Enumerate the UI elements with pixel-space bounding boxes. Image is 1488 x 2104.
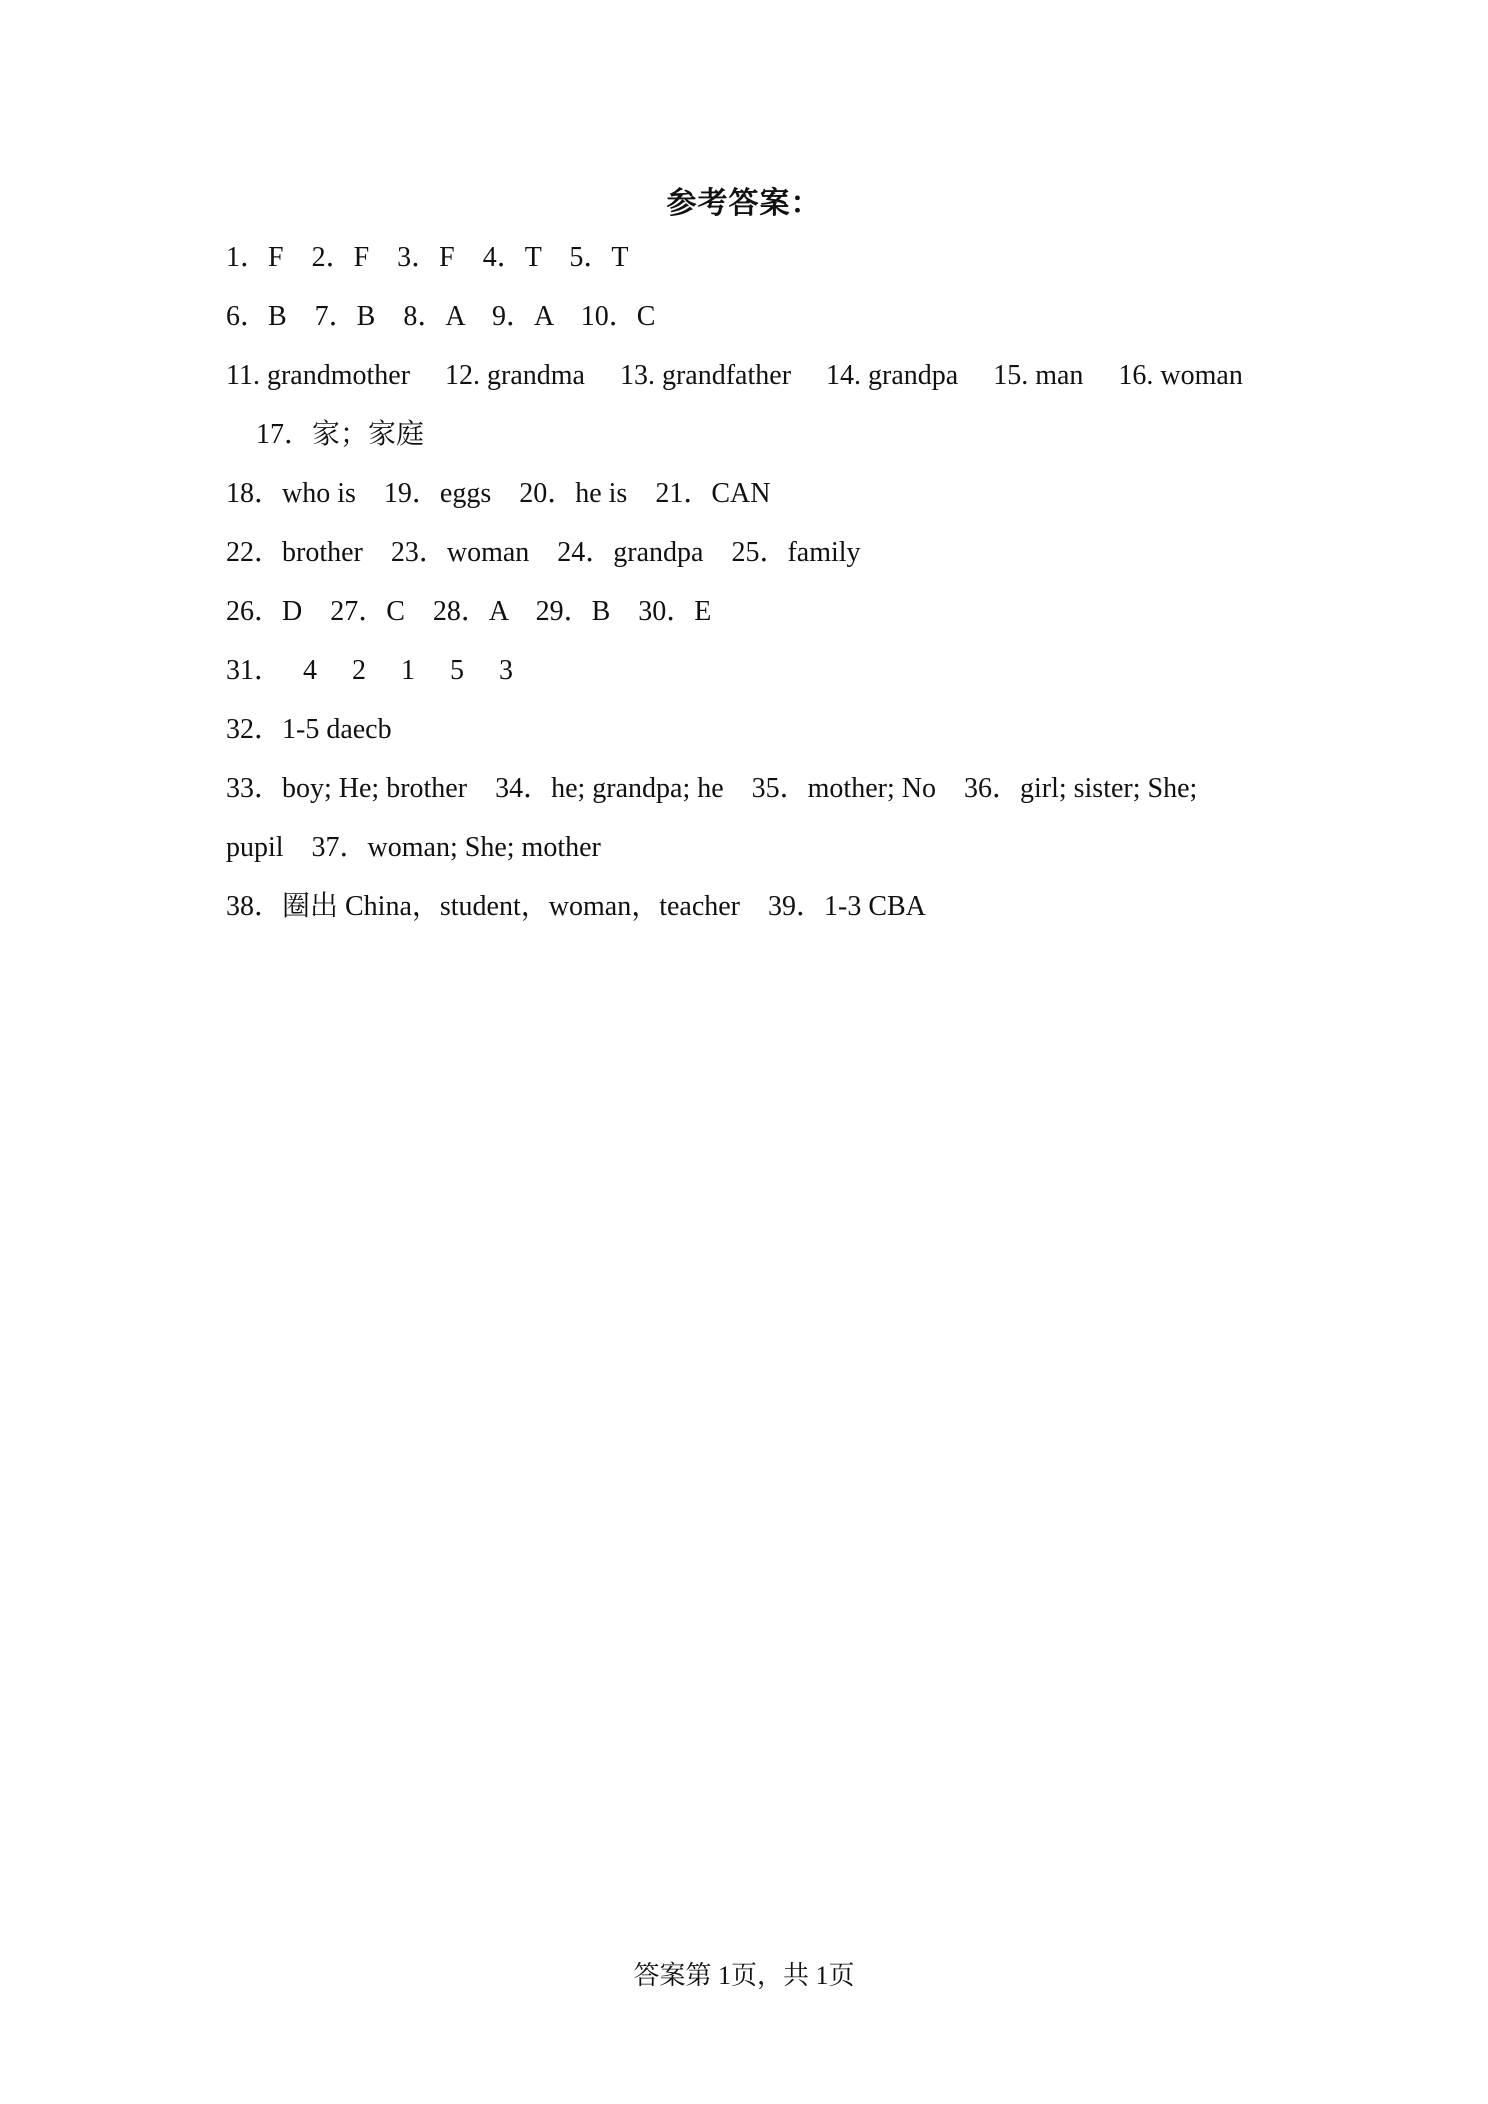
answer-line-9: 32．1-5 daecb	[226, 714, 392, 745]
answer-line-2: 6．B 7．B 8．A 9．A 10．C	[226, 301, 656, 332]
page-title: 参考答案：	[666, 187, 822, 220]
answer-line-10: 33．boy; He; brother 34．he; grandpa; he 35．mother; No 36．girl; sister; She;	[226, 773, 1198, 804]
answer-line-4: 17．家；家庭	[256, 419, 425, 450]
answer-line-3: 11. grandmother 12. grandma 13. grandfather 14. grandpa 15. man 16. woman	[226, 360, 1243, 391]
answer-line-7: 26．D 27．C 28．A 29．B 30．E	[226, 596, 712, 627]
page-footer: 答案第 1页，共 1页	[633, 1961, 855, 1990]
answer-line-6: 22．brother 23．woman 24．grandpa 25．family	[226, 537, 861, 568]
answer-line-8: 31． 4 2 1 5 3	[226, 655, 514, 686]
answer-line-1: 1．F 2．F 3．F 4．T 5．T	[226, 242, 629, 273]
answer-line-11: pupil 37．woman; She; mother	[226, 832, 601, 863]
answer-list	[226, 228, 1306, 936]
answer-line-12: 38．圈出 China，student，woman，teacher 39．1-3 CBA	[226, 891, 926, 922]
answer-line-5: 18．who is 19．eggs 20．he is 21．CAN	[226, 478, 771, 509]
